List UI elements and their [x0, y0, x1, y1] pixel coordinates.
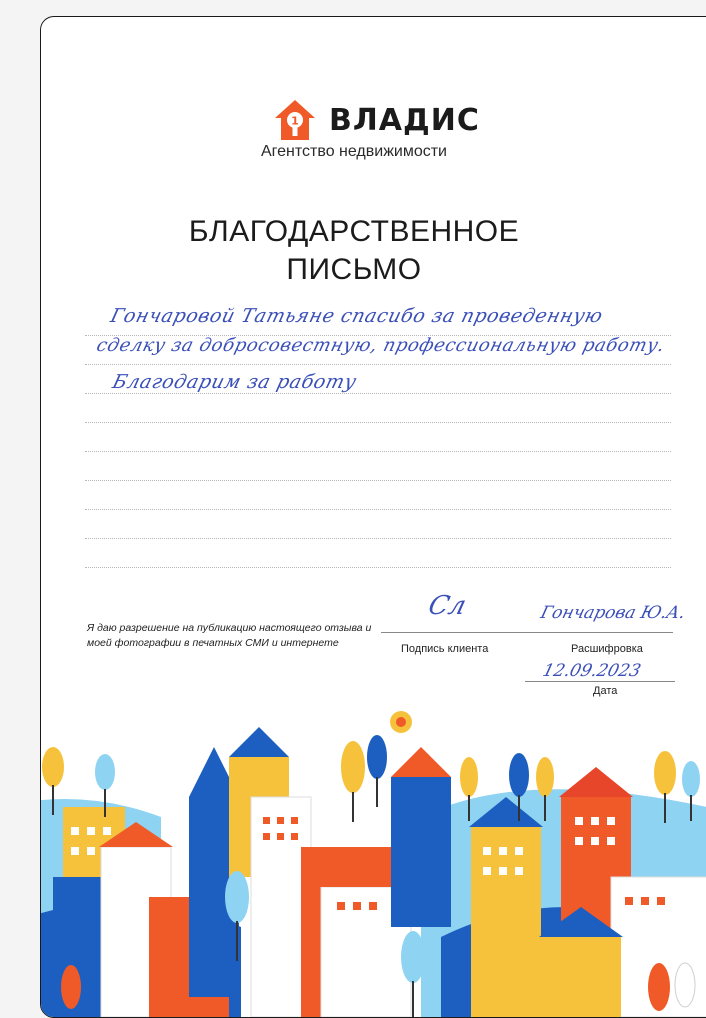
- dotted-rule: [85, 393, 671, 394]
- dotted-rule: [85, 538, 671, 539]
- dotted-rule: [85, 364, 671, 365]
- brand-name: ВЛАДИС: [329, 102, 480, 138]
- letter-sheet: [40, 16, 706, 1018]
- signature-line: [381, 632, 521, 633]
- date-handwritten: 12.09.2023: [540, 661, 643, 681]
- logo-digit: 1: [291, 114, 299, 128]
- title-line-1: БЛАГОДАРСТВЕННОЕ: [188, 215, 520, 248]
- dotted-rule: [85, 422, 671, 423]
- dotted-rule: [85, 451, 671, 452]
- handwritten-line-3: Благодарим за работу: [110, 371, 360, 393]
- signature-label: Подпись клиента: [401, 643, 489, 655]
- dotted-rule: [85, 480, 671, 481]
- date-line: [525, 681, 675, 682]
- handwritten-line-2: сделку за добросовестную, профессиональную работу.: [94, 335, 668, 356]
- decoding-label: Расшифровка: [571, 643, 643, 655]
- handwritten-line-1: Гончаровой Татьяне спасибо за проведенную: [108, 305, 606, 327]
- logo: [273, 95, 480, 145]
- client-signature: Сл: [425, 591, 470, 621]
- title-line-2: ПИСЬМО: [286, 253, 422, 286]
- decoding-line: [521, 632, 673, 633]
- date-label: Дата: [593, 685, 618, 697]
- decoding-handwritten: Гончарова Ю.А.: [538, 603, 688, 623]
- consent-text: Я даю разрешение на публикацию настоящего отзыва и моей фотографии в печатных СМИ и интернете: [87, 622, 372, 649]
- brand-tagline: Агентство недвижимости: [261, 143, 447, 160]
- dotted-rule: [85, 509, 671, 510]
- house-key-logo-icon: [273, 98, 317, 142]
- letter-title: [41, 213, 667, 289]
- city-illustration: [40, 697, 706, 1017]
- dotted-rule: [85, 567, 671, 568]
